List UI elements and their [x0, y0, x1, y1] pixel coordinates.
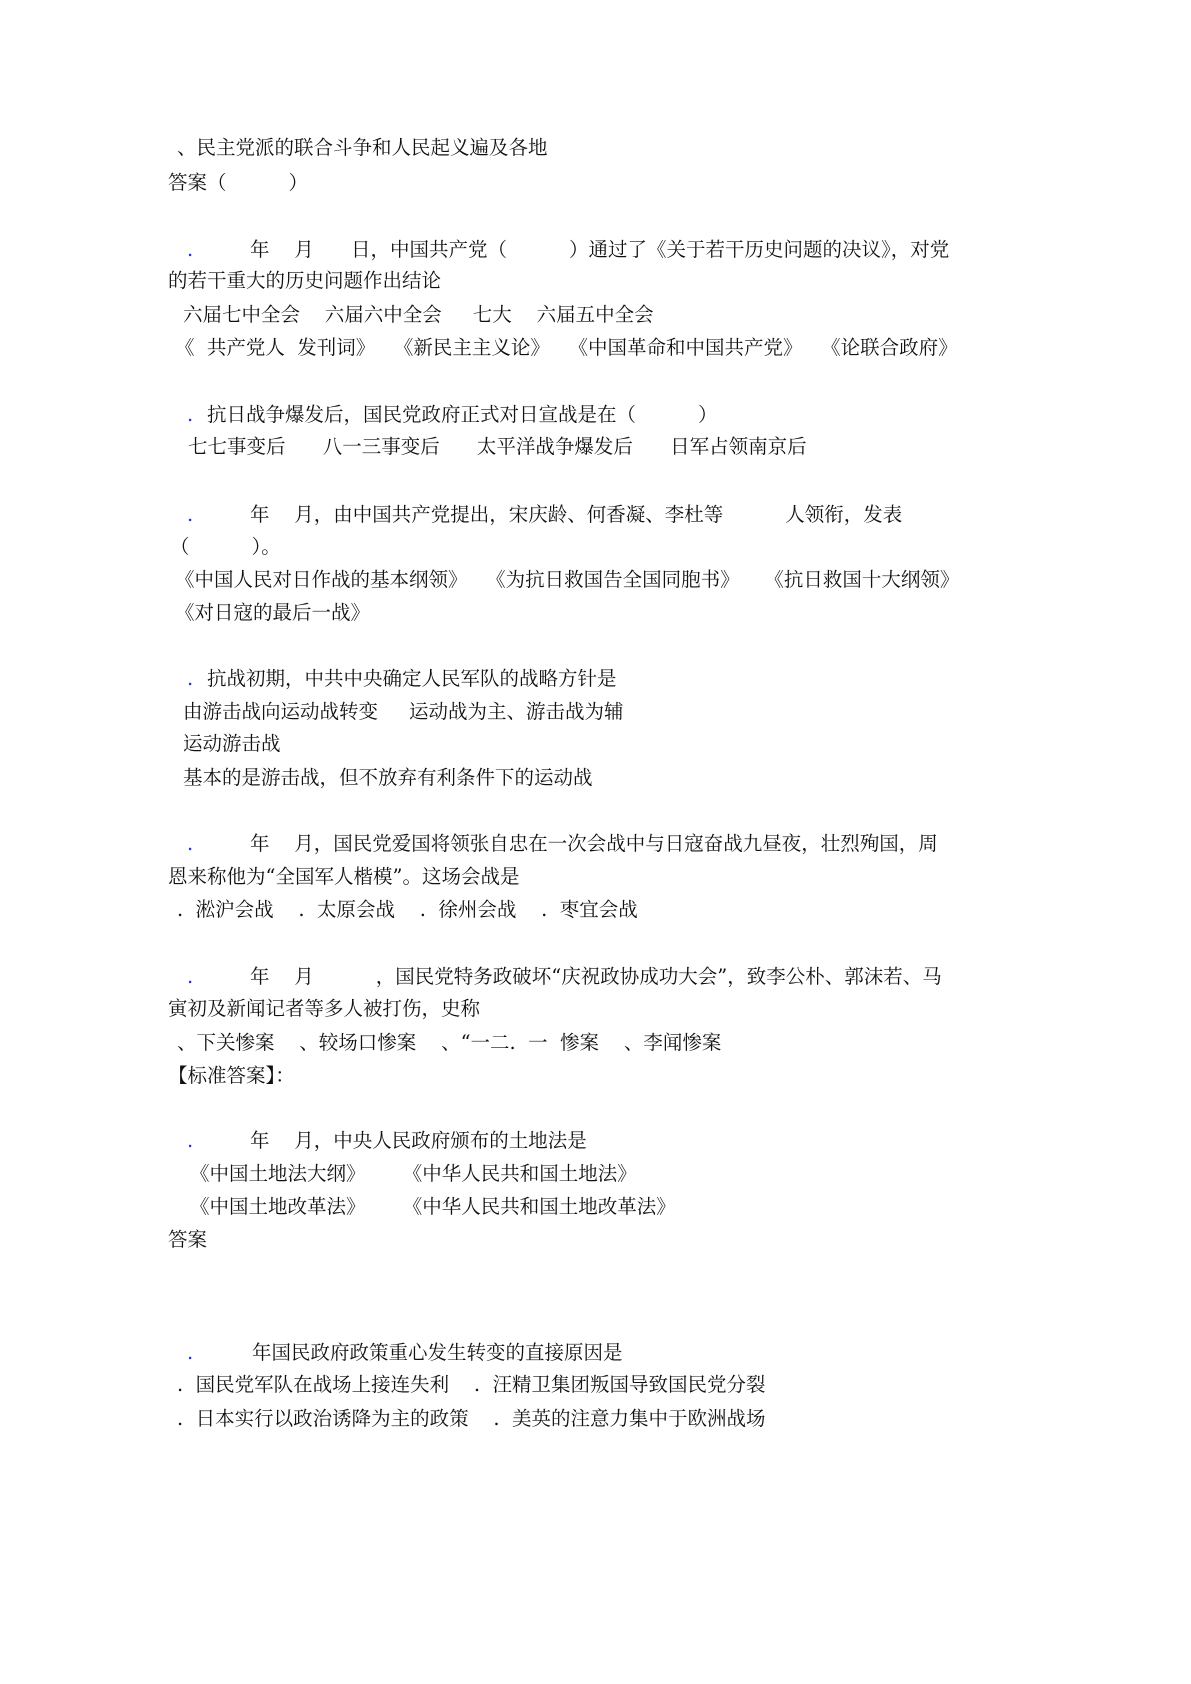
option-line: 七七事变后 八一三事变后 太平洋战争爆发后 日军占领南京后 — [188, 435, 807, 458]
question-text: 年 月 日，中国共产党（ ）通过了《关于若干历史问题的决议》，对党 — [250, 238, 950, 261]
question-text: （ ）。 — [170, 535, 281, 558]
answer-label: 答案 — [168, 1228, 208, 1251]
question-text: 恩来称他为“全国军人楷模”。这场会战是 — [168, 865, 520, 888]
question-text: 抗战初期，中共中央确定人民军队的战略方针是 — [207, 667, 617, 690]
question-text: 年 月，中央人民政府颁布的土地法是 — [250, 1129, 587, 1152]
option-line: 、下关惨案 、较场口惨案 、“一二. 一 惨案 、李闻惨案 — [177, 1031, 722, 1054]
question-marker: . — [187, 667, 194, 690]
question-marker: . — [187, 965, 194, 988]
question-text: 年国民政府政策重心发生转变的直接原因是 — [252, 1341, 623, 1364]
option-line: 《对日寇的最后一战》 — [175, 601, 371, 624]
question-text: 年 月，国民党爱国将领张自忠在一次会战中与日寇奋战九昼夜，壮烈殉国，周 — [250, 832, 938, 855]
option-line: 《 共产党人 发刊词》 《新民主主义论》 《中国革命和中国共产党》 《论联合政府》 — [175, 336, 958, 359]
text-line: 、民主党派的联合斗争和人民起义遍及各地 — [177, 136, 548, 159]
option-line: . 国民党军队在战场上接连失利 . 汪精卫集团叛国导致国民党分裂 — [177, 1373, 766, 1396]
option-line: 《中国土地法大纲》 《中华人民共和国土地法》 — [190, 1162, 637, 1185]
question-marker: . — [187, 1129, 194, 1152]
option-line: 基本的是游击战，但不放弃有利条件下的运动战 — [183, 766, 593, 789]
question-text: 的若干重大的历史问题作出结论 — [168, 269, 442, 292]
question-marker: . — [187, 1341, 194, 1364]
question-marker: . — [187, 832, 194, 855]
option-line: . 日本实行以政治诱降为主的政策 . 美英的注意力集中于欧洲战场 — [177, 1407, 766, 1430]
question-text: 年 月，由中国共产党提出，宋庆龄、何香凝、李杜等 人领衔，发表 — [250, 503, 903, 526]
option-line: 《中国土地改革法》 《中华人民共和国土地改革法》 — [190, 1195, 676, 1218]
question-text: 年 月 ，国民党特务政破坏“庆祝政协成功大会”，致李公朴、郭沫若、马 — [250, 965, 942, 988]
question-marker: . — [187, 238, 194, 261]
option-line: 六届七中全会 六届六中全会 七大 六届五中全会 — [183, 303, 654, 326]
option-line: 《中国人民对日作战的基本纲领》 《为抗日救国告全国同胞书》 《抗日救国十大纲领》 — [175, 568, 960, 591]
question-text: 抗日战争爆发后，国民党政府正式对日宣战是在（ ） — [207, 403, 718, 426]
question-marker: . — [187, 503, 194, 526]
option-line: 运动游击战 — [183, 732, 281, 755]
question-text: 寅初及新闻记者等多人被打伤，史称 — [168, 997, 481, 1020]
option-line: . 淞沪会战 . 太原会战 . 徐州会战 . 枣宜会战 — [177, 898, 638, 921]
question-marker: . — [187, 403, 194, 426]
text-line: 答案（ ） — [168, 171, 308, 194]
answer-label: 【标准答案】： — [168, 1064, 295, 1087]
option-line: 由游击战向运动战转变 运动战为主、游击战为辅 — [183, 700, 624, 723]
